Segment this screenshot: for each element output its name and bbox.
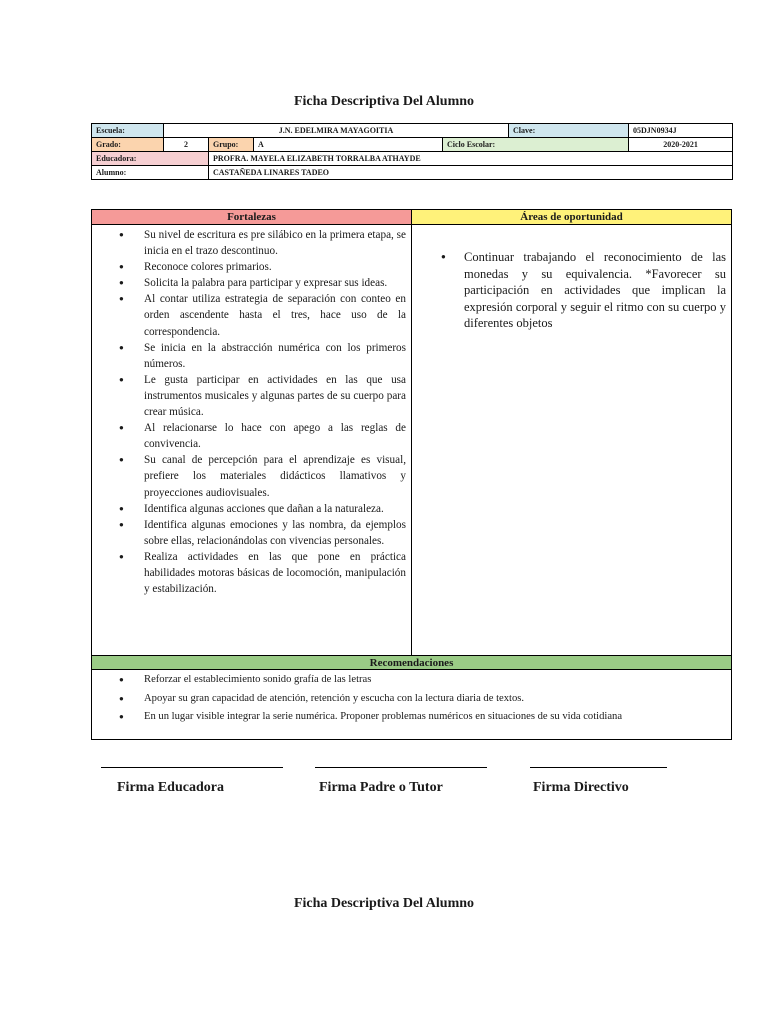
fortaleza-item: ● Identifica algunas acciones que dañan a la naturaleza. bbox=[92, 501, 412, 517]
fortaleza-item: ● Le gusta participar en actividades en las que usa instrumentos musicales y algunas partes de su cuerpo para crear música. bbox=[92, 372, 412, 420]
signature-line-directivo bbox=[530, 767, 667, 768]
fortalezas-column bbox=[92, 225, 412, 655]
escuela-value: J.N. EDELMIRA MAYAGOITIA bbox=[164, 124, 509, 138]
recomendacion-item: ● Reforzar el establecimiento sonido grafía de las letras bbox=[92, 671, 731, 690]
area-item: ● Continuar trabajando el reconocimiento de las monedas y su equivalencia. *Favorecer su participación en actividades que implican la expresión corporal y seguir el ritmo con su cuerpo y diferentes objetos bbox=[412, 249, 732, 332]
recomendacion-item: ● Apoyar su gran capacidad de atención, retención y escucha con la lectura diaria de textos. bbox=[92, 690, 731, 709]
fortaleza-item: ● Su nivel de escritura es pre silábico en la primera etapa, se inicia en el trazo descontinuo. bbox=[92, 227, 412, 259]
signature-line-educadora bbox=[101, 767, 283, 768]
fortaleza-item: ● Realiza actividades en las que pone en práctica habilidades motoras básicas de locomoción, manipulación y estabilización. bbox=[92, 549, 412, 597]
fortaleza-item: ● Al contar utiliza estrategia de separación con conteo en orden ascendente hasta el tres, hace uso de la correspondencia. bbox=[92, 291, 412, 339]
info-row-escuela bbox=[92, 124, 733, 138]
clave-label: Clave: bbox=[509, 124, 629, 138]
ciclo-label: Ciclo Escolar: bbox=[443, 138, 629, 152]
student-info-table bbox=[91, 123, 733, 180]
areas-header: Áreas de oportunidad bbox=[412, 210, 731, 225]
clave-value: 05DJN0934J bbox=[629, 124, 733, 138]
firma-directivo-label: Firma Directivo bbox=[533, 780, 629, 795]
fortaleza-item: ● Se inicia en la abstracción numérica con los primeros números. bbox=[92, 340, 412, 372]
fortalezas-list bbox=[92, 227, 412, 597]
recomendaciones-header: Recomendaciones bbox=[92, 655, 731, 670]
evaluation-table bbox=[91, 209, 732, 740]
info-row-alumno bbox=[92, 166, 733, 180]
grupo-value: A bbox=[254, 138, 443, 152]
ciclo-value: 2020-2021 bbox=[629, 138, 733, 152]
firma-educadora-label: Firma Educadora bbox=[117, 780, 224, 795]
grado-label: Grado: bbox=[92, 138, 164, 152]
signature-line-padre bbox=[315, 767, 487, 768]
fortaleza-item: ● Identifica algunas emociones y las nombra, da ejemplos sobre ellas, relacionándolas con vivencias personales. bbox=[92, 517, 412, 549]
fortalezas-header: Fortalezas bbox=[92, 210, 412, 225]
alumno-label: Alumno: bbox=[92, 166, 209, 180]
info-row-grado bbox=[92, 138, 733, 152]
grado-value: 2 bbox=[164, 138, 209, 152]
info-row-educadora bbox=[92, 152, 733, 166]
firma-padre-label: Firma Padre o Tutor bbox=[319, 780, 443, 795]
page-title-repeat: Ficha Descriptiva Del Alumno bbox=[293, 896, 475, 911]
fortaleza-item: ● Su canal de percepción para el aprendizaje es visual, prefiere los materiales didácticos llamativos y proyecciones audiovisuales. bbox=[92, 452, 412, 500]
page-title: Ficha Descriptiva Del Alumno bbox=[293, 94, 475, 109]
areas-column bbox=[412, 225, 731, 655]
educadora-value: PROFRA. MAYELA ELIZABETH TORRALBA ATHAYDE bbox=[209, 152, 733, 166]
fortaleza-item: ● Reconoce colores primarios. bbox=[92, 259, 412, 275]
recomendacion-item: ● En un lugar visible integrar la serie numérica. Proponer problemas numéricos en situaciones de su vida cotidiana bbox=[92, 708, 731, 727]
recomendaciones-list bbox=[92, 671, 731, 727]
escuela-label: Escuela: bbox=[92, 124, 164, 138]
fortaleza-item: ● Al relacionarse lo hace con apego a las reglas de convivencia. bbox=[92, 420, 412, 452]
areas-list bbox=[412, 249, 732, 332]
educadora-label: Educadora: bbox=[92, 152, 209, 166]
alumno-value: CASTAÑEDA LINARES TADEO bbox=[209, 166, 733, 180]
fortaleza-item: ● Solicita la palabra para participar y expresar sus ideas. bbox=[92, 275, 412, 291]
grupo-label: Grupo: bbox=[209, 138, 254, 152]
